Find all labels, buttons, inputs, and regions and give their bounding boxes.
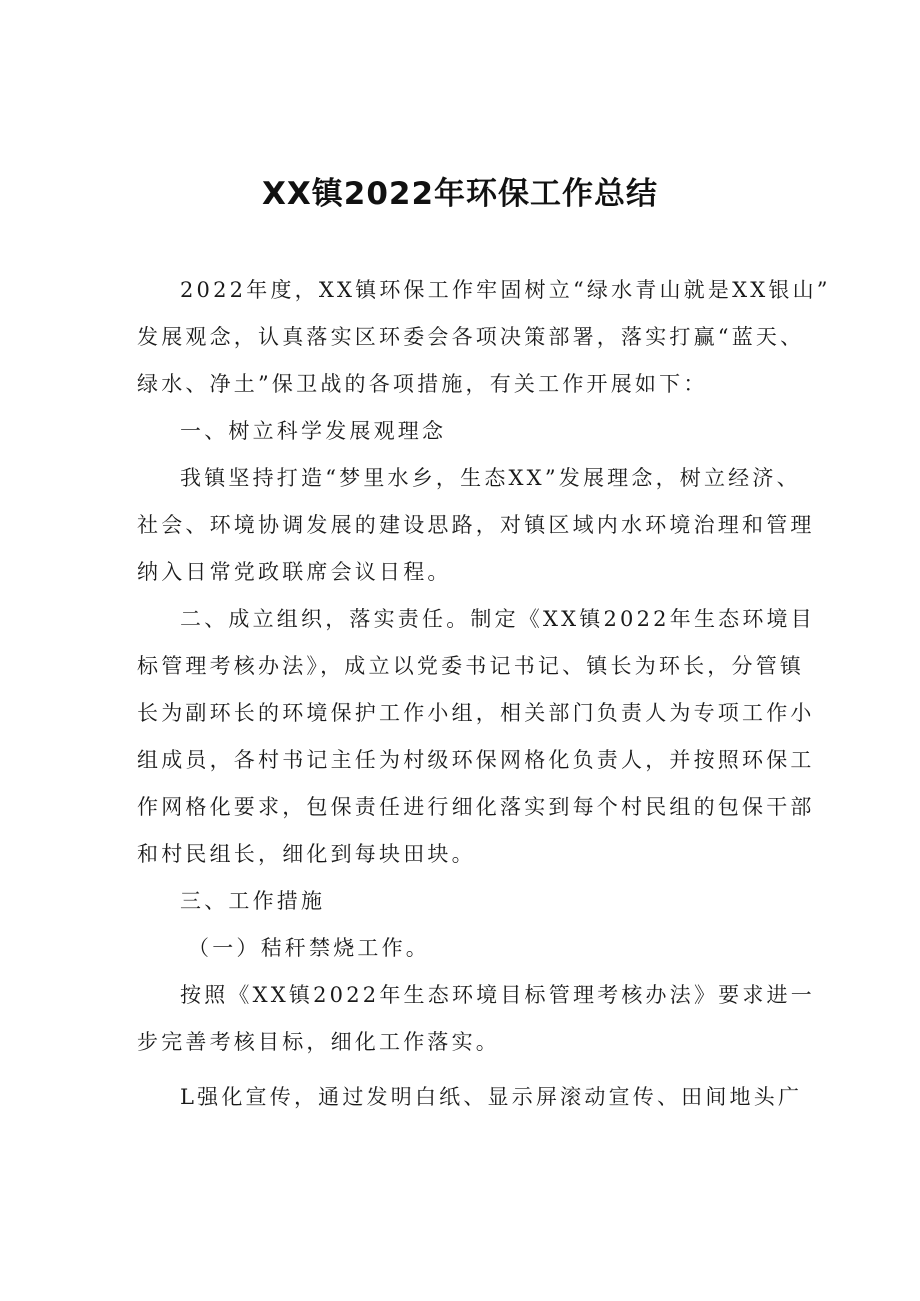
paragraph-line: 标管理考核办法》，成立以党委书记书记、镇长为环长，分管镇 — [137, 654, 805, 678]
paragraph-line: 按照《XX镇2022年生态环境目标管理考核办法》要求进一 — [180, 983, 815, 1007]
paragraph-line: 2022年度，XX镇环保工作牢固树立“绿水青山就是XX银山” — [180, 278, 831, 302]
paragraph-line: 作网格化要求，包保责任进行细化落实到每个村民组的包保干部 — [137, 795, 815, 819]
paragraph-line: 发展观念，认真落实区环委会各项决策部署，落实打赢“蓝天、 — [137, 325, 805, 349]
paragraph-line: 步完善考核目标，细化工作落实。 — [137, 1030, 500, 1054]
paragraph-line: 纳入日常党政联席会议日程。 — [137, 560, 452, 584]
paragraph-line: 组成员，各村书记主任为村级环保网格化负责人，并按照环保工 — [137, 748, 815, 772]
paragraph-line: 社会、环境协调发展的建设思路，对镇区域内水环境治理和管理 — [137, 513, 815, 537]
paragraph-line: 和村民组长，细化到每块田块。 — [137, 842, 476, 866]
paragraph-line: L强化宣传，通过发明白纸、显示屏滚动宣传、田间地头广 — [180, 1085, 803, 1109]
document-title: XX镇2022年环保工作总结 — [261, 176, 659, 212]
subsection-heading: （一）秸秆禁烧工作。 — [188, 936, 430, 960]
section-heading-3: 三、工作措施 — [180, 889, 326, 913]
paragraph-line: 我镇坚持打造“梦里水乡，生态XX”发展理念，树立经济、 — [180, 466, 801, 490]
section-heading-2: 二、成立组织，落实责任。制定《XX镇2022年生态环境目 — [180, 607, 815, 631]
section-heading-1: 一、树立科学发展观理念 — [180, 419, 447, 443]
paragraph-line: 长为副环长的环境保护工作小组，相关部门负责人为专项工作小 — [137, 701, 815, 725]
paragraph-line: 绿水、净土”保卫战的各项措施，有关工作开展如下： — [137, 372, 708, 396]
